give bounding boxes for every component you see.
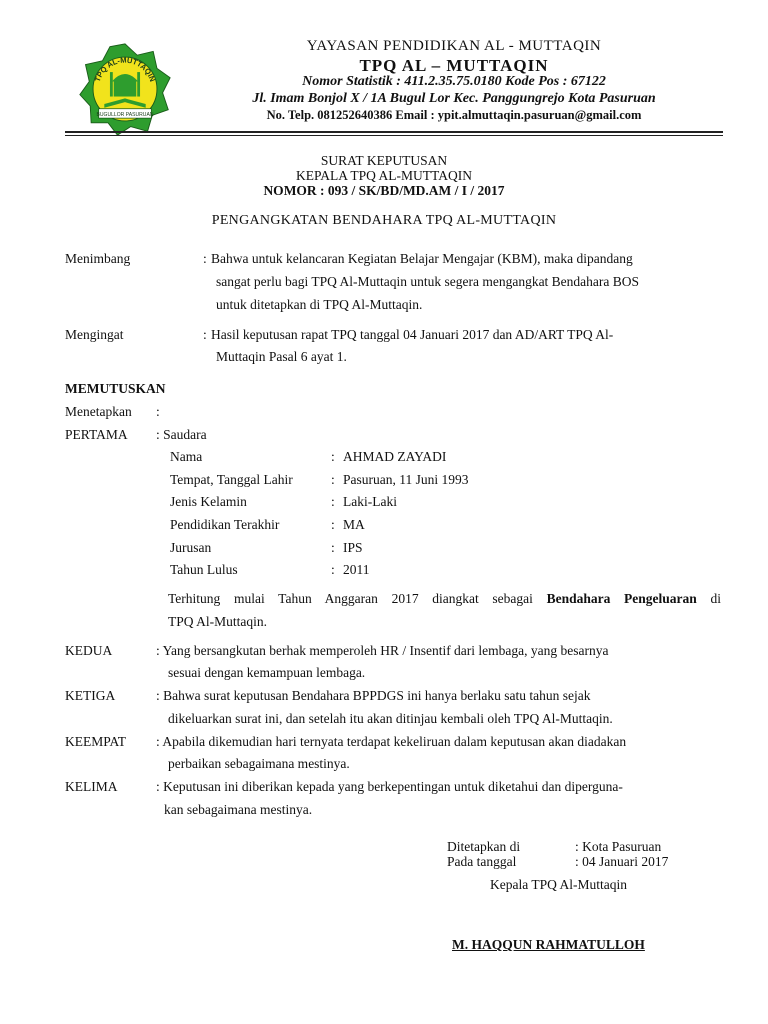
letterhead-rule-thick	[65, 131, 723, 133]
mengingat-line-2: Muttaqin Pasal 6 ayat 1.	[216, 349, 347, 364]
field-label: Jurusan	[170, 540, 212, 555]
field-colon: :	[331, 494, 335, 509]
kedua-line-1: : Yang bersangkutan berhak memperoleh HR / Insentif dari lembaga, yang besarnya	[156, 643, 609, 658]
field-colon: :	[331, 540, 335, 555]
field-colon: :	[331, 472, 335, 487]
kelima-label: KELIMA	[65, 779, 118, 794]
tpq-logo-icon	[78, 42, 172, 136]
field-label: Pendidikan Terakhir	[170, 517, 280, 532]
field-value: Pasuruan, 11 Juni 1993	[343, 472, 469, 487]
menetapkan-label: Menetapkan	[65, 404, 132, 419]
field-value: Laki-Laki	[343, 494, 397, 509]
pertama-lead: : Saudara	[156, 427, 207, 442]
logo-bottom-text: BUGULLOR PASURUAN	[96, 111, 154, 118]
kedua-label: KEDUA	[65, 643, 113, 658]
menimbang-colon: :	[203, 251, 207, 266]
appointment-statement	[168, 591, 721, 607]
decree-issuer: KEPALA TPQ AL-MUTTAQIN	[296, 168, 472, 183]
place-value: : Kota Pasuruan	[575, 839, 662, 854]
keempat-line-2: perbaikan sebagaimana mestinya.	[168, 756, 350, 771]
institution-name: TPQ AL – MUTTAQIN	[359, 56, 549, 75]
place-label: Ditetapkan di	[447, 839, 521, 854]
mengingat-line-1: Hasil keputusan rapat TPQ tanggal 04 Januari 2017 dan AD/ART TPQ Al-	[211, 327, 614, 342]
date-value: : 04 Januari 2017	[575, 854, 669, 869]
logo-top-text: TPQ AL-MUTTAQIN	[92, 55, 158, 83]
foundation-name: YAYASAN PENDIDIKAN AL - MUTTAQIN	[306, 38, 602, 54]
ketiga-line-1: : Bahwa surat keputusan Bendahara BPPDGS ini hanya berlaku satu tahun sejak	[156, 688, 591, 703]
appointment-statement-line-2: TPQ Al-Muttaqin.	[168, 614, 268, 629]
signatory-name: M. HAQQUN RAHMATULLOH	[452, 937, 645, 952]
date-label: Pada tanggal	[447, 854, 517, 869]
field-value: MA	[343, 517, 365, 532]
contact-line: No. Telp. 081252640386 Email : ypit.almuttaqin.pasuruan@gmail.com	[266, 108, 642, 122]
mengingat-label: Mengingat	[65, 327, 124, 342]
field-colon: :	[331, 562, 335, 577]
field-colon: :	[331, 517, 335, 532]
ketiga-line-2: dikeluarkan surat ini, dan setelah itu akan ditinjau kembali oleh TPQ Al-Muttaqin.	[168, 711, 613, 726]
mengingat-colon: :	[203, 327, 207, 342]
decree-number: NOMOR : 093 / SK/BD/MD.AM / I / 2017	[263, 183, 505, 198]
field-label: Nama	[170, 449, 203, 464]
menimbang-label: Menimbang	[65, 251, 131, 266]
signatory-position: Kepala TPQ Al-Muttaqin	[490, 877, 627, 892]
menimbang-line-3: untuk ditetapkan di TPQ Al-Muttaqin.	[216, 297, 423, 312]
kelima-line-2: kan sebagaimana mestinya.	[164, 802, 313, 817]
field-colon: :	[331, 449, 335, 464]
menimbang-line-2: sangat perlu bagi TPQ Al-Muttaqin untuk segera mengangkat Bendahara BOS	[216, 274, 640, 289]
menetapkan-colon: :	[156, 404, 160, 419]
field-value: 2011	[343, 562, 370, 577]
statement-text: Terhitung mulai Tahun Anggaran 2017 diangkat sebagai	[168, 591, 547, 606]
kedua-line-2: sesuai dengan kemampuan lembaga.	[168, 665, 366, 680]
field-label: Jenis Kelamin	[170, 494, 247, 509]
appointment-role: Bendahara Pengeluaran	[546, 591, 697, 606]
pertama-label: PERTAMA	[65, 427, 128, 442]
memutuskan-heading: MEMUTUSKAN	[65, 381, 166, 396]
ketiga-label: KETIGA	[65, 688, 116, 703]
decree-title: SURAT KEPUTUSAN	[320, 153, 448, 168]
statement-text-end: di	[696, 591, 721, 606]
menimbang-line-1: Bahwa untuk kelancaran Kegiatan Belajar Mengajar (KBM), maka dipandang	[211, 251, 633, 266]
kelima-line-1: : Keputusan ini diberikan kepada yang berkepentingan untuk diketahui dan diperguna-	[156, 779, 623, 794]
statistics-line: Nomor Statistik : 411.2.35.75.0180 Kode Pos : 67122	[302, 74, 606, 89]
field-label: Tahun Lulus	[170, 562, 238, 577]
decree-subject: PENGANGKATAN BENDAHARA TPQ AL-MUTTAQIN	[211, 213, 557, 228]
field-value: AHMAD ZAYADI	[343, 449, 447, 464]
keempat-line-1: : Apabila dikemudian hari ternyata terdapat kekeliruan dalam keputusan akan diadakan	[156, 734, 627, 749]
field-label: Tempat, Tanggal Lahir	[170, 472, 293, 487]
field-value: IPS	[343, 540, 363, 555]
keempat-label: KEEMPAT	[65, 734, 127, 749]
address-line: Jl. Imam Bonjol X / 1A Bugul Lor Kec. Panggungrejo Kota Pasuruan	[252, 91, 656, 106]
letterhead-rule-thin	[65, 135, 723, 136]
